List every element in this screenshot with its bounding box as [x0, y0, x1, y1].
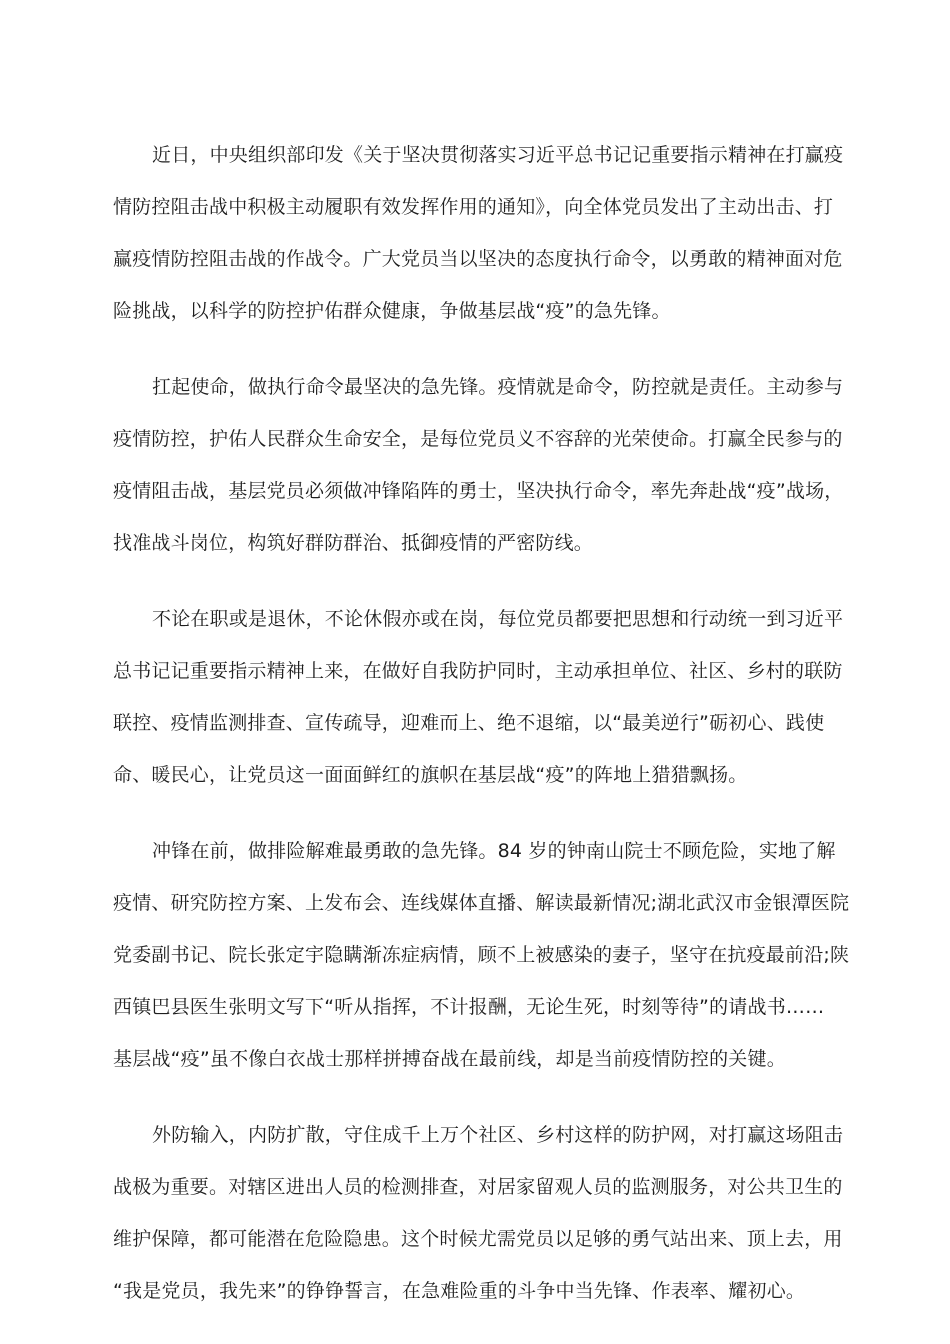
- paragraph-4: [113, 825, 873, 1085]
- text-line: 疫情阻击战，基层党员必须做冲锋陷阵的勇士，坚决执行命令，率先奔赴战“疫”战场，: [113, 480, 844, 502]
- article-body: [113, 129, 873, 1341]
- text-line: 情防控阻击战中积极主动履职有效发挥作用的通知》，向全体党员发出了主动出击、打: [113, 196, 834, 218]
- text-line: 冲锋在前，做排险解难最勇敢的急先锋。84 岁的钟南山院士不顾危险，实地了解: [152, 840, 836, 862]
- text-line: 命、暖民心，让党员这一面面鲜红的旗帜在基层战“疫”的阵地上猎猎飘扬。: [113, 764, 748, 786]
- text-line: 疫情防控，护佑人民群众生命安全，是每位党员义不容辞的光荣使命。打赢全民参与的: [113, 428, 843, 450]
- text-line: 维护保障，都可能潜在危险隐患。这个时候尤需党员以足够的勇气站出来、顶上去，用: [113, 1228, 843, 1250]
- text-line: 战极为重要。对辖区进出人员的检测排查，对居家留观人员的监测服务，对公共卫生的: [113, 1176, 843, 1198]
- text-line: 党委副书记、院长张定宇隐瞒渐冻症病情，顾不上被感染的妻子，坚守在抗疫最前沿;陕: [113, 944, 850, 966]
- text-line: 赢疫情防控阻击战的作战令。广大党员当以坚决的态度执行命令，以勇敢的精神面对危: [113, 248, 843, 270]
- paragraph-2: [113, 361, 873, 569]
- text-line: 联控、疫情监测排查、宣传疏导，迎难而上、绝不退缩，以“最美逆行”砺初心、践使: [113, 712, 825, 734]
- paragraph-1: [113, 129, 873, 337]
- text-line: 外防输入，内防扩散，守住成千上万个社区、乡村这样的防护网，对打赢这场阻击: [152, 1124, 844, 1146]
- text-line: “我是党员，我先来”的铮铮誓言，在急难险重的斗争中当先锋、作表率、耀初心。: [113, 1280, 806, 1302]
- text-line: 险挑战，以科学的防控护佑群众健康，争做基层战“疫”的急先锋。: [113, 300, 671, 322]
- text-line: 疫情、研究防控方案、上发布会、连线媒体直播、解读最新情况;湖北武汉市金银潭医院: [113, 892, 850, 914]
- text-line: 西镇巴县医生张明文写下“听从指挥，不计报酬，无论生死，时刻等待”的请战书……: [113, 996, 825, 1018]
- text-line: 扛起使命，做执行命令最坚决的急先锋。疫情就是命令，防控就是责任。主动参与: [152, 376, 844, 398]
- text-line: 总书记记重要指示精神上来，在做好自我防护同时，主动承担单位、社区、乡村的联防: [113, 660, 843, 682]
- text-line: 不论在职或是退休，不论休假亦或在岗，每位党员都要把思想和行动统一到习近平: [152, 608, 844, 630]
- text-line: 基层战“疫”虽不像白衣战士那样拼搏奋战在最前线，却是当前疫情防控的关键。: [113, 1048, 786, 1070]
- paragraph-5: [113, 1109, 873, 1317]
- paragraph-3: [113, 593, 873, 801]
- text-line: 近日，中央组织部印发《关于坚决贯彻落实习近平总书记记重要指示精神在打赢疫: [152, 144, 844, 166]
- text-line: 找准战斗岗位，构筑好群防群治、抵御疫情的严密防线。: [113, 532, 594, 554]
